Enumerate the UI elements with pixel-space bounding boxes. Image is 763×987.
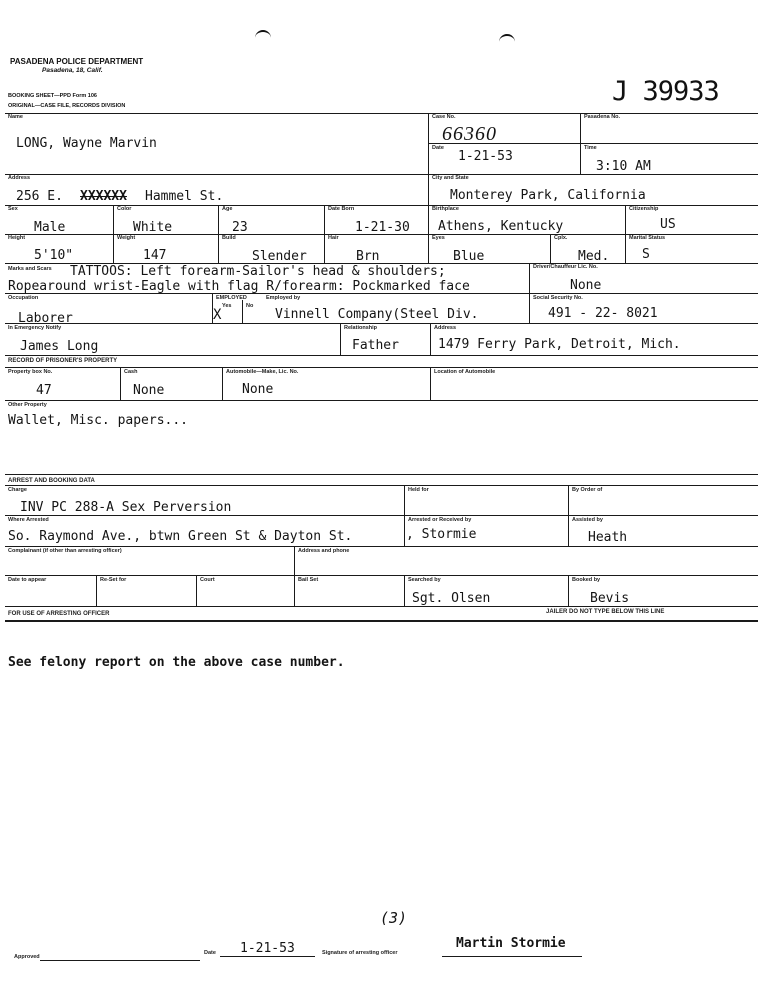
label-re-set-for: Re-Set for xyxy=(100,577,127,583)
emergency-address-value: 1479 Ferry Park, Detroit, Mich. xyxy=(438,337,681,352)
date-born-value: 1-21-30 xyxy=(355,220,410,235)
label-automobile: Automobile—Make, Lic. No. xyxy=(226,369,299,375)
searched-by-value: Sgt. Olsen xyxy=(412,591,491,606)
footer-date-value: 1-21-53 xyxy=(240,941,295,956)
label-case-no: Case No. xyxy=(432,114,456,120)
charge-value: INV PC 288-A Sex Perversion xyxy=(20,500,232,515)
label-officer-signature: Signature of arresting officer xyxy=(322,950,398,956)
arrest-section-heading: ARREST AND BOOKING DATA xyxy=(8,478,95,484)
label-color: Color xyxy=(117,206,132,212)
booked-by-value: Bevis xyxy=(590,591,630,606)
marks-line-2: Ropearound wrist-Eagle with flag R/forearm: Pockmarked face xyxy=(8,279,470,294)
where-arrested-value: So. Raymond Ave., btwn Green St & Dayton St. xyxy=(8,529,353,544)
build-value: Slender xyxy=(252,249,307,264)
address-street: Hammel St. xyxy=(145,189,224,204)
label-marital-status: Marital Status xyxy=(629,235,666,241)
property-box-value: 47 xyxy=(36,383,52,398)
ssn-value: 491 - 22- 8021 xyxy=(548,306,658,321)
emergency-name-value: James Long xyxy=(20,339,99,354)
officer-signature-value: Martin Stormie xyxy=(456,936,566,951)
label-birthplace: Birthplace xyxy=(432,206,459,212)
label-cash: Cash xyxy=(124,369,138,375)
eyes-value: Blue xyxy=(453,249,485,264)
label-arrested-by: Arrested or Received by xyxy=(408,517,472,523)
label-emergency-notify: In Emergency Notify xyxy=(8,325,62,331)
employer-value: Vinnell Company(Steel Div. xyxy=(275,307,479,322)
label-date: Date xyxy=(432,145,444,151)
property-section-heading: RECORD OF PRISONER'S PROPERTY xyxy=(8,358,118,364)
employed-check-mark: X xyxy=(213,307,222,323)
jailer-do-not-type-note: JAILER DO NOT TYPE BELOW THIS LINE xyxy=(546,609,665,615)
punch-hole-mark-right xyxy=(499,34,515,46)
label-date-to-appear: Date to appear xyxy=(8,577,47,583)
form-number: BOOKING SHEET—PPD Form 106 xyxy=(8,93,97,99)
birthplace-value: Athens, Kentucky xyxy=(438,219,564,234)
label-pasadena-no: Pasadena No. xyxy=(584,114,621,120)
occupation-value: Laborer xyxy=(18,311,73,326)
marital-status-value: S xyxy=(642,247,650,262)
label-employed-by: Employed by xyxy=(266,295,301,301)
label-address: Address xyxy=(8,175,31,181)
age-value: 23 xyxy=(232,220,248,235)
citizenship-value: US xyxy=(660,217,676,232)
label-employed-yes: Yes xyxy=(222,303,232,309)
case-number-value: 66360 xyxy=(442,123,497,145)
hair-value: Brn xyxy=(356,249,380,264)
label-age: Age xyxy=(222,206,233,212)
serial-number: J 39933 xyxy=(612,76,719,107)
color-value: White xyxy=(133,220,173,235)
label-drivers-license: Driver/Chauffeur Lic. No. xyxy=(533,264,598,270)
date-value: 1-21-53 xyxy=(458,149,513,164)
weight-value: 147 xyxy=(143,248,167,263)
routing-note: ORIGINAL—CASE FILE, RECORDS DIVISION xyxy=(8,103,126,109)
punch-hole-mark-left xyxy=(255,30,271,42)
label-held-for: Held for xyxy=(408,487,429,493)
label-emergency-address: Address xyxy=(434,325,457,331)
relationship-value: Father xyxy=(352,338,399,353)
label-property-box: Property box No. xyxy=(8,369,53,375)
label-ssn: Social Security No. xyxy=(533,295,583,301)
department-name: PASADENA POLICE DEPARTMENT xyxy=(10,57,144,66)
name-value: LONG, Wayne Marvin xyxy=(16,136,157,151)
label-where-arrested: Where Arrested xyxy=(8,517,49,523)
remarks-text: See felony report on the above case number. xyxy=(8,655,345,670)
label-build: Build xyxy=(222,235,236,241)
label-other-property: Other Property xyxy=(8,402,47,408)
label-searched-by: Searched by xyxy=(408,577,441,583)
label-date-born: Date Born xyxy=(328,206,355,212)
address-struck-text: XXXXXX xyxy=(80,189,127,204)
height-value: 5'10" xyxy=(34,248,74,263)
label-eyes: Eyes xyxy=(432,235,445,241)
label-charge: Charge xyxy=(8,487,27,493)
cplx-value: Med. xyxy=(578,249,610,264)
cash-value: None xyxy=(133,383,165,398)
label-footer-date: Date xyxy=(204,950,216,956)
sex-value: Male xyxy=(34,220,66,235)
label-relationship: Relationship xyxy=(344,325,378,331)
other-property-value: Wallet, Misc. papers... xyxy=(8,413,189,428)
label-bail-set: Bail Set xyxy=(298,577,319,583)
department-city: Pasadena, 18, Calif. xyxy=(42,67,103,74)
page-marker: (3) xyxy=(380,909,408,927)
label-cplx: Cplx. xyxy=(554,235,568,241)
label-by-order-of: By Order of xyxy=(572,487,603,493)
label-time: Time xyxy=(584,145,597,151)
label-sex: Sex xyxy=(8,206,18,212)
assisted-by-value: Heath xyxy=(588,530,628,545)
for-use-of-arresting-officer: FOR USE OF ARRESTING OFFICER xyxy=(8,611,110,617)
label-name: Name xyxy=(8,114,23,120)
time-value: 3:10 AM xyxy=(596,159,651,174)
label-court: Court xyxy=(200,577,215,583)
label-hair: Hair xyxy=(328,235,339,241)
label-marks-scars: Marks and Scars xyxy=(8,266,52,272)
automobile-value: None xyxy=(242,382,274,397)
arrested-by-value: , Stormie xyxy=(406,527,477,542)
marks-line-1: TATTOOS: Left forearm-Sailor's head & shoulders; xyxy=(70,264,446,279)
label-occupation: Occupation xyxy=(8,295,39,301)
label-complainant-address: Address and phone xyxy=(298,548,350,554)
label-complainant: Complainant (if other than arresting officer) xyxy=(8,548,122,554)
drivers-license-value: None xyxy=(570,278,602,293)
label-approved: Approved xyxy=(14,954,40,960)
label-employed: EMPLOYED xyxy=(216,295,247,301)
label-assisted-by: Assisted by xyxy=(572,517,603,523)
label-city-state: City and State xyxy=(432,175,469,181)
label-height: Height xyxy=(8,235,26,241)
city-state-value: Monterey Park, California xyxy=(450,188,646,203)
label-weight: Weight xyxy=(117,235,136,241)
label-citizenship: Citizenship xyxy=(629,206,659,212)
label-employed-no: No xyxy=(246,303,254,309)
label-automobile-location: Location of Automobile xyxy=(434,369,496,375)
address-prefix: 256 E. xyxy=(16,189,63,204)
label-booked-by: Booked by xyxy=(572,577,601,583)
